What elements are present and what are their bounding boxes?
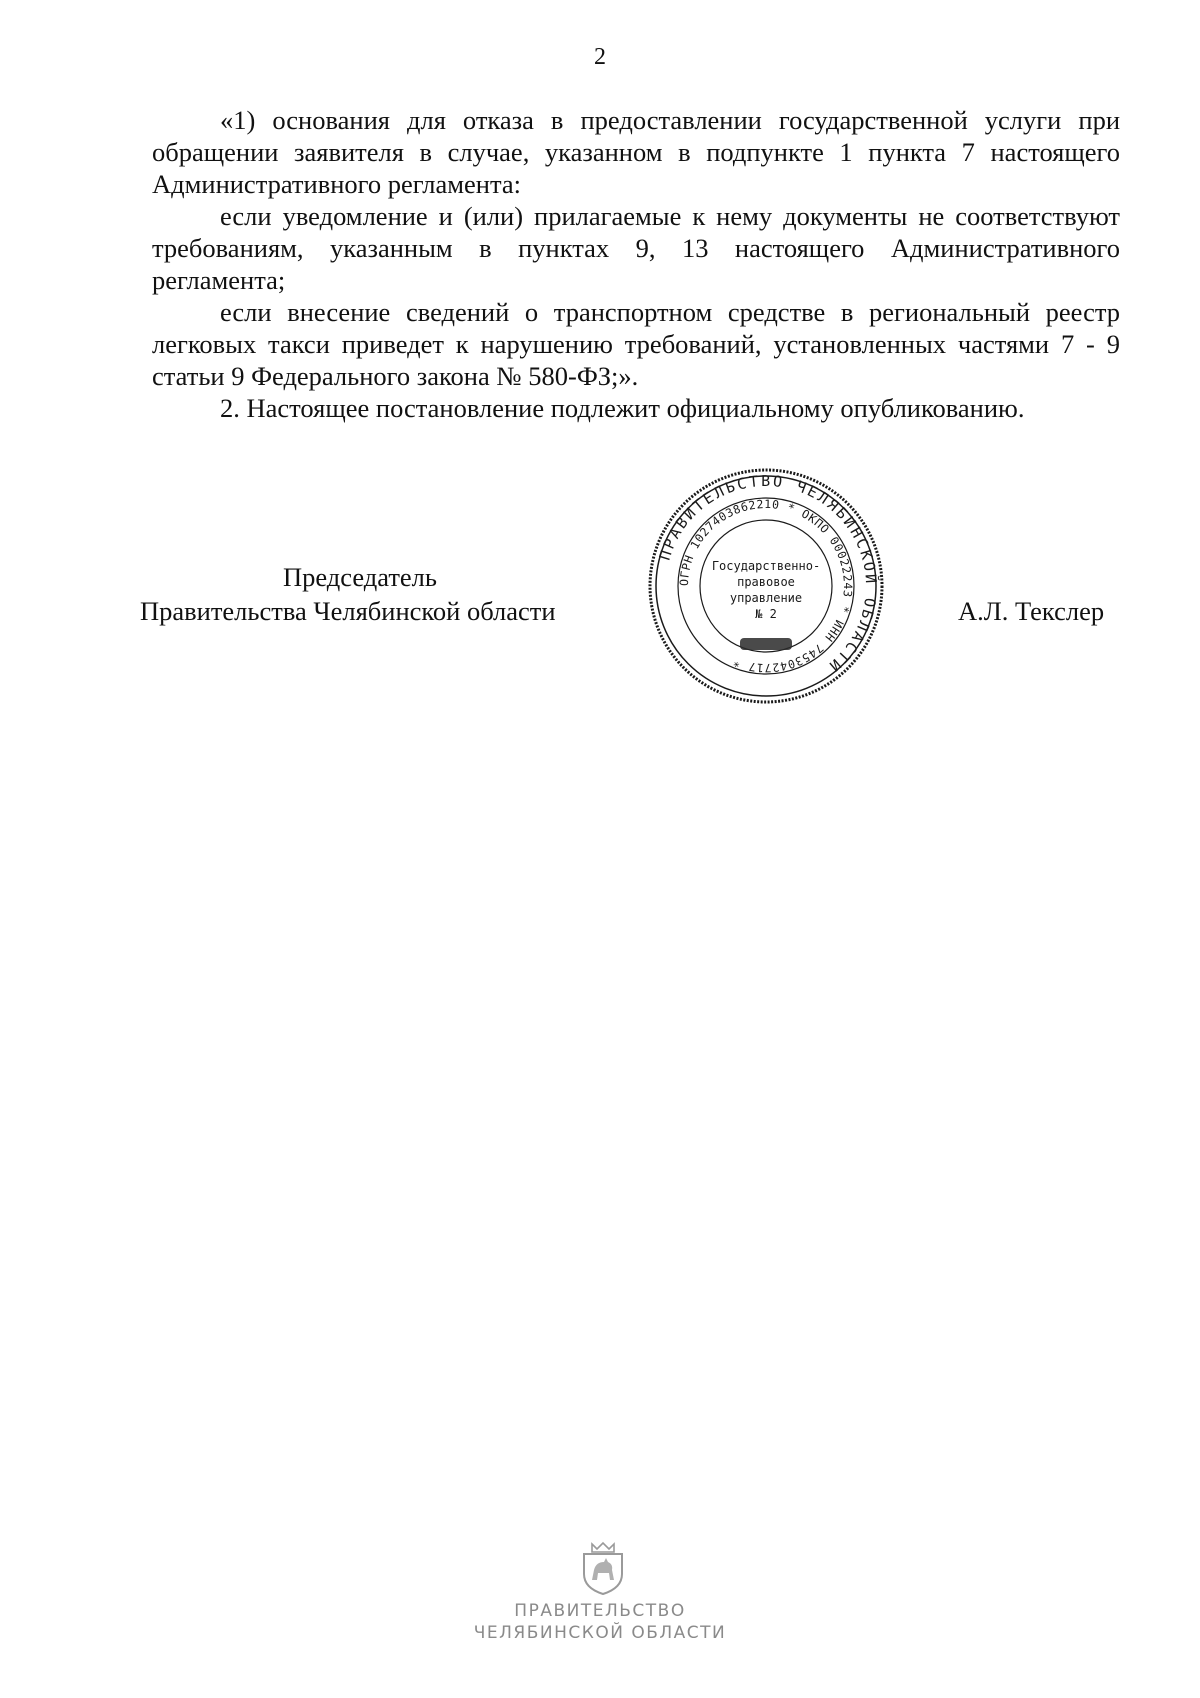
paragraph-notification-mismatch: если уведомление и (или) прилагаемые к нему документы не соответствуют требованиям, указанным в пунктах 9, 13 настоящего Административного регламента; [152,201,1120,295]
paragraph-registry-violation: если внесение сведений о транспортном средстве в региональный реестр легковых такси приведет к нарушению требований, установленных частями 7 - 9 статьи 9 Федерального закона № 580-ФЗ;». [152,297,1120,391]
footer-line2: ЧЕЛЯБИНСКОЙ ОБЛАСТИ [473,1623,727,1643]
chelyabinsk-coat-of-arms-icon [580,1540,626,1596]
stamp-center-line2: правовое [737,575,795,589]
stamp-center-line4: № 2 [755,607,777,621]
signatory-title-line2: Правительства Челябинской области [140,596,556,626]
signatory-title [140,560,620,628]
stamp-center-line1: Государственно- [711,559,821,573]
stamp-inner-ring-text: ОГРН 1027403862210 * ОКПО 00022243 * ИНН 7453042717 * [676,496,856,676]
stamp-center-line3: управление [729,591,803,605]
footer-line1: ПРАВИТЕЛЬСТВО [514,1601,686,1621]
paragraph-publication: 2. Настоящее постановление подлежит официальному опубликованию. [220,393,1025,423]
stamp-outer-ring-text: ПРАВИТЕЛЬСТВО ЧЕЛЯБИНСКОЙ ОБЛАСТИ [655,471,881,677]
footer-organization [0,1600,1200,1644]
signatory-name: А.Л. Текслер [958,596,1105,626]
paragraph-refusal-grounds: «1) основания для отказа в предоставлении государственной услуги при обращении заявителя в случае, указанном в подпункте 1 пункта 7 настоящего Административного регламента: [152,105,1120,199]
signatory-title-line1: Председатель [283,562,437,592]
document-body [152,104,1120,424]
page-number: 2 [594,44,606,70]
official-seal-icon [646,466,886,706]
